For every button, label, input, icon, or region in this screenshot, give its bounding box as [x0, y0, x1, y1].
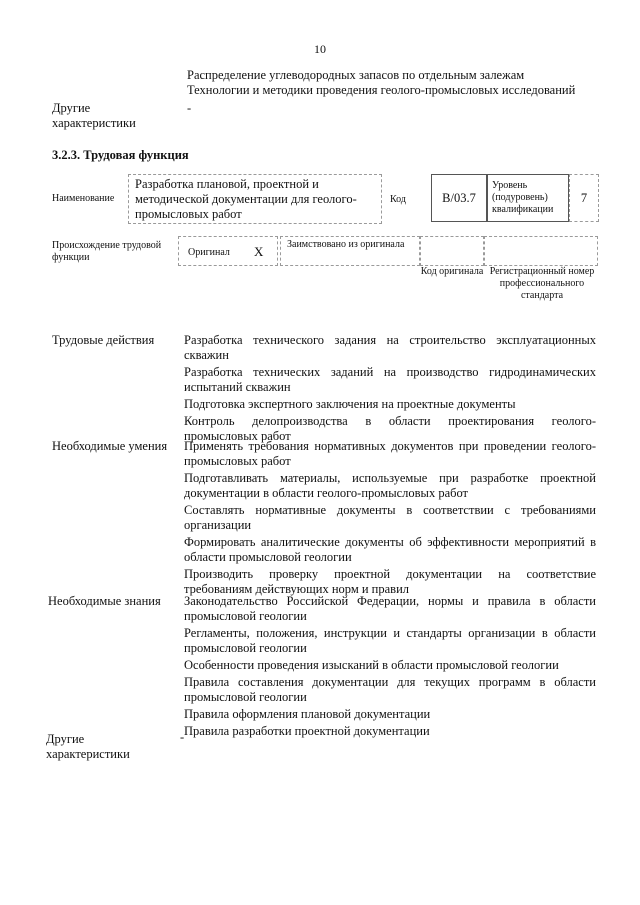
borrowed-label: Заимствовано из оригинала — [287, 239, 405, 250]
name-value: Разработка плановой, проектной и методической документации для геолого-промысловых работ — [135, 177, 357, 221]
list-item: Формировать аналитические документы об эффективности мероприятий в области промысловой геологии — [184, 535, 596, 564]
list-item: Разработка технических заданий на производство гидродинамических испытаний скважин — [184, 365, 596, 394]
page-number: 10 — [314, 42, 326, 56]
skills-list — [184, 439, 596, 599]
level-label: Уровень (подуровень) квалификации — [492, 180, 554, 215]
list-item: Подготовка экспертного заключения на проектные документы — [184, 397, 516, 411]
level-value: 7 — [580, 191, 588, 205]
list-item: Подготавливать материалы, используемые при разработке проектной документации в области геолого-промысловых работ — [184, 471, 596, 500]
list-item: Регламенты, положения, инструкции и стандарты организации в области промысловой геологии — [184, 626, 596, 655]
list-item: Производить проверку проектной документации на соответствие требованиям действующих норм и правил — [184, 567, 596, 596]
bottom-other-label: Другие характеристики — [46, 732, 130, 761]
top-other-label: Другие характеристики — [52, 101, 136, 130]
original-mark: X — [254, 244, 264, 259]
list-item: Контроль делопроизводства в области проектирования геолого-промысловых работ — [184, 414, 596, 443]
list-item: Законодательство Российской Федерации, нормы и правила в области промысловой геологии — [184, 594, 596, 623]
level-value-cell — [569, 174, 599, 222]
origin-label: Происхождение трудовой функции — [52, 240, 162, 263]
borrowed-cell — [280, 236, 420, 266]
name-label: Наименование — [52, 193, 115, 204]
code-value: В/03.7 — [442, 191, 476, 205]
knowledge-label: Необходимые знания — [48, 594, 161, 608]
list-item: Составлять нормативные документы в соответствии с требованиями организации — [184, 503, 596, 532]
top-items — [187, 68, 607, 98]
list-item: Правила составления документации для текущих программ в области промысловой геологии — [184, 675, 596, 704]
code-original-label: Код оригинала — [420, 266, 484, 277]
list-item: Разработка технического задания на строительство эксплуатационных скважин — [184, 333, 596, 362]
original-label: Оригинал — [188, 247, 230, 258]
list-item: Распределение углеводородных запасов по отдельным залежам — [187, 68, 525, 82]
list-item: Правила оформления плановой документации — [184, 707, 431, 721]
section-title: 3.2.3. Трудовая функция — [52, 148, 189, 162]
labor-actions-label: Трудовые действия — [52, 333, 155, 347]
reg-number-cell — [484, 236, 598, 266]
code-label: Код — [390, 194, 406, 205]
level-label-cell — [487, 174, 569, 222]
list-item: Применять требования нормативных документов при проведении геолого-промысловых работ — [184, 439, 596, 468]
knowledge-list — [184, 594, 596, 741]
code-value-cell — [431, 174, 487, 222]
bottom-other-value: - — [180, 730, 185, 744]
name-value-cell — [128, 174, 382, 224]
labor-actions-list — [184, 333, 596, 446]
list-item: Технологии и методики проведения геолого-промысловых исследований — [187, 83, 576, 97]
reg-number-label: Регистрационный номер профессионального стандарта — [489, 266, 595, 301]
top-other-value: - — [187, 101, 192, 115]
code-original-cell — [420, 236, 484, 266]
skills-label: Необходимые умения — [52, 439, 168, 453]
list-item: Особенности проведения изысканий в области промысловой геологии — [184, 658, 559, 672]
list-item: Правила разработки проектной документации — [184, 724, 430, 738]
